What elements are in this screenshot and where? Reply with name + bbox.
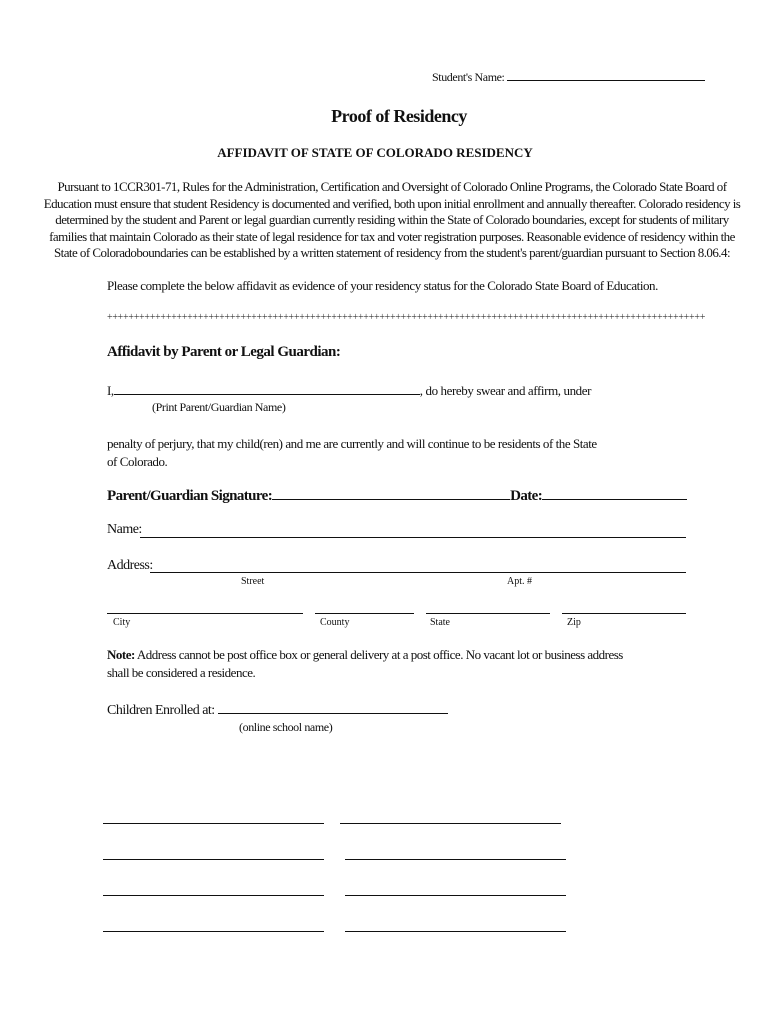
state-blank[interactable] <box>426 613 550 614</box>
child-name-blank[interactable] <box>345 859 566 860</box>
zip-caption: Zip <box>567 617 581 628</box>
print-name-caption: (Print Parent/Guardian Name) <box>152 400 286 414</box>
child-name-blank[interactable] <box>340 823 561 824</box>
child-name-blank[interactable] <box>103 859 324 860</box>
date-label: Date: <box>510 488 543 504</box>
swear-statement <box>107 383 591 399</box>
signature-label: Parent/Guardian Signature: <box>107 488 273 504</box>
child-name-blank[interactable] <box>345 931 566 932</box>
intro-paragraph: Pursuant to 1CCR301-71, Rules for the Administration, Certification and Oversight of Colorado Online Programs, the Colorado State Board of Education must ensure that student Residency is documented and verified, both upon initial enrollment and annually thereafter. Colorado residency is determined by the student and Parent or legal guardian currently residing within the State of Colorado boundaries, except for students of military families that maintain Colorado as their state of legal residence for tax and voter registration purposes. Reasonable evidence of residency within the State of Coloradoboundaries can be established by a written statement of residency from the student's parent/guardian pursuant to Section 8.06.4: <box>43 179 741 260</box>
parent-name-blank[interactable] <box>114 383 420 395</box>
section-heading: Affidavit by Parent or Legal Guardian: <box>107 344 341 360</box>
swear-suffix: , do hereby swear and affirm, under <box>419 383 592 398</box>
street-caption: Street <box>241 576 265 587</box>
children-enrolled-label: Children Enrolled at: <box>107 703 215 718</box>
note-body: Address cannot be post office box or general delivery at a post office. No vacant lot or business address shall be considered a residence. <box>107 647 623 680</box>
school-name-caption: (online school name) <box>239 720 333 734</box>
zip-blank[interactable] <box>562 613 686 614</box>
swear-prefix: I, <box>107 383 114 398</box>
students-name-blank[interactable] <box>507 69 705 81</box>
affidavit-heading: AFFIDAVIT OF STATE OF COLORADO RESIDENCY <box>217 145 533 160</box>
name-blank[interactable] <box>140 537 686 538</box>
city-blank[interactable] <box>107 613 303 614</box>
date-blank[interactable] <box>542 486 687 500</box>
county-caption: County <box>320 617 350 628</box>
signature-blank[interactable] <box>272 486 510 500</box>
note-label: Note: <box>107 647 135 662</box>
note-text <box>107 646 647 682</box>
child-name-blank[interactable] <box>103 823 324 824</box>
page-title: Proof of Residency <box>331 106 467 126</box>
name-label: Name: <box>107 522 142 537</box>
students-name-field <box>432 69 705 85</box>
street-address-blank[interactable] <box>150 572 686 573</box>
apt-caption: Apt. # <box>507 576 532 587</box>
signature-row <box>107 486 687 505</box>
state-caption: State <box>430 617 450 628</box>
city-caption: City <box>113 617 131 628</box>
children-enrolled-row <box>107 701 448 719</box>
plus-separator: ++++++++++++++++++++++++++++++++++++++++++++++++++++++++++++++++++++++++++++++++++++++++++++++++++++++++++++++++ <box>107 312 706 323</box>
instruction-text: Please complete the below affidavit as evidence of your residency status for the Colorado State Board of Education. <box>107 278 658 293</box>
child-name-blank[interactable] <box>103 895 324 896</box>
county-blank[interactable] <box>315 613 414 614</box>
students-name-label: Student's Name: <box>432 70 505 84</box>
child-name-blank[interactable] <box>345 895 566 896</box>
perjury-text: penalty of perjury, that my child(ren) and me are currently and will continue to be residents of the State of Colorado. <box>107 436 597 469</box>
address-label: Address: <box>107 558 153 573</box>
child-name-blank[interactable] <box>103 931 324 932</box>
online-school-blank[interactable] <box>218 701 448 714</box>
